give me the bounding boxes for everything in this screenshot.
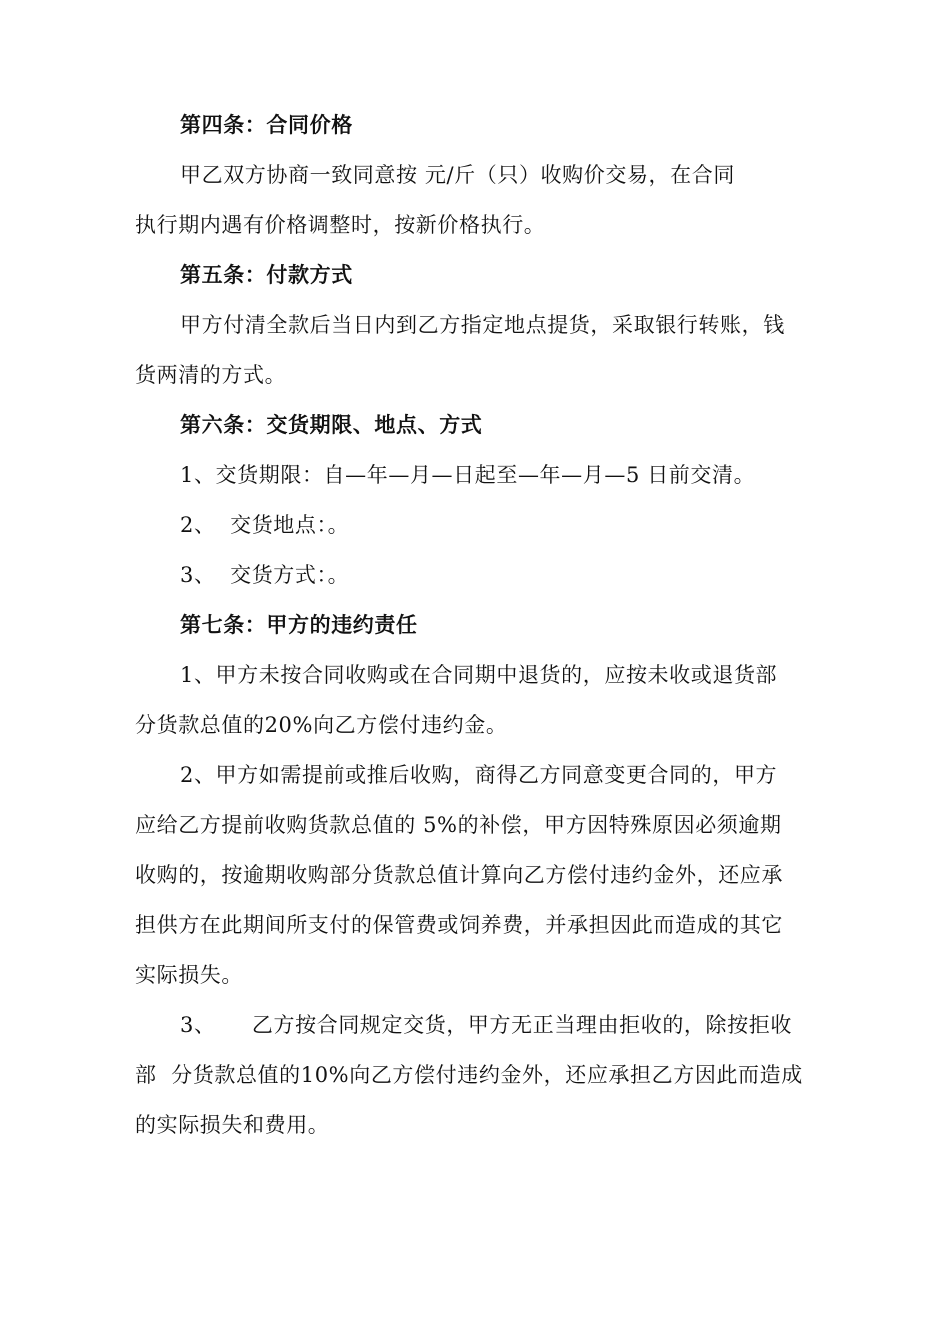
article-7-item-2-line: 实际损失。 xyxy=(135,963,243,987)
article-6-heading: 第六条：交货期限、地点、方式 xyxy=(180,413,483,437)
article-7-item-2-line: 担供方在此期间所支付的保管费或饲养费，并承担因此而造成的其它 xyxy=(135,913,783,937)
article-7-item-1-line: 分货款总值的20%向乙方偿付违约金。 xyxy=(135,713,508,737)
article-7-item-3-line: 3、 乙方按合同规定交货，甲方无正当理由拒收的，除按拒收 xyxy=(180,1013,792,1037)
article-5-paragraph-line: 货两清的方式。 xyxy=(135,363,287,387)
article-5-heading: 第五条：付款方式 xyxy=(180,263,353,287)
article-4-heading: 第四条：合同价格 xyxy=(180,113,353,137)
article-7-item-3-line: 部 分货款总值的10%向乙方偿付违约金外，还应承担乙方因此而造成 xyxy=(135,1063,803,1087)
article-6-item-1: 1、交货期限：自—年—月—日起至—年—月—5 日前交清。 xyxy=(180,463,756,487)
article-7-item-2-line: 收购的，按逾期收购部分货款总值计算向乙方偿付违约金外，还应承 xyxy=(135,863,783,887)
article-7-item-3-line: 的实际损失和费用。 xyxy=(135,1113,330,1137)
article-7-item-2-line: 2、甲方如需提前或推后收购，商得乙方同意变更合同的，甲方 xyxy=(180,763,778,787)
article-7-heading: 第七条：甲方的违约责任 xyxy=(180,613,418,637)
article-5-paragraph-line: 甲方付清全款后当日内到乙方指定地点提货，采取银行转账，钱 xyxy=(180,313,785,337)
article-7-item-1-line: 1、甲方未按合同收购或在合同期中退货的，应按未收或退货部 xyxy=(180,663,778,687)
article-4-paragraph-line: 执行期内遇有价格调整时，按新价格执行。 xyxy=(135,213,546,237)
article-7-item-2-line: 应给乙方提前收购货款总值的 5%的补偿，甲方因特殊原因必须逾期 xyxy=(135,813,782,837)
article-4-paragraph-line: 甲乙双方协商一致同意按 元/斤（只）收购价交易，在合同 xyxy=(180,163,735,187)
article-6-item-2: 2、 交货地点：。 xyxy=(180,513,350,537)
article-6-item-3: 3、 交货方式：。 xyxy=(180,563,350,587)
